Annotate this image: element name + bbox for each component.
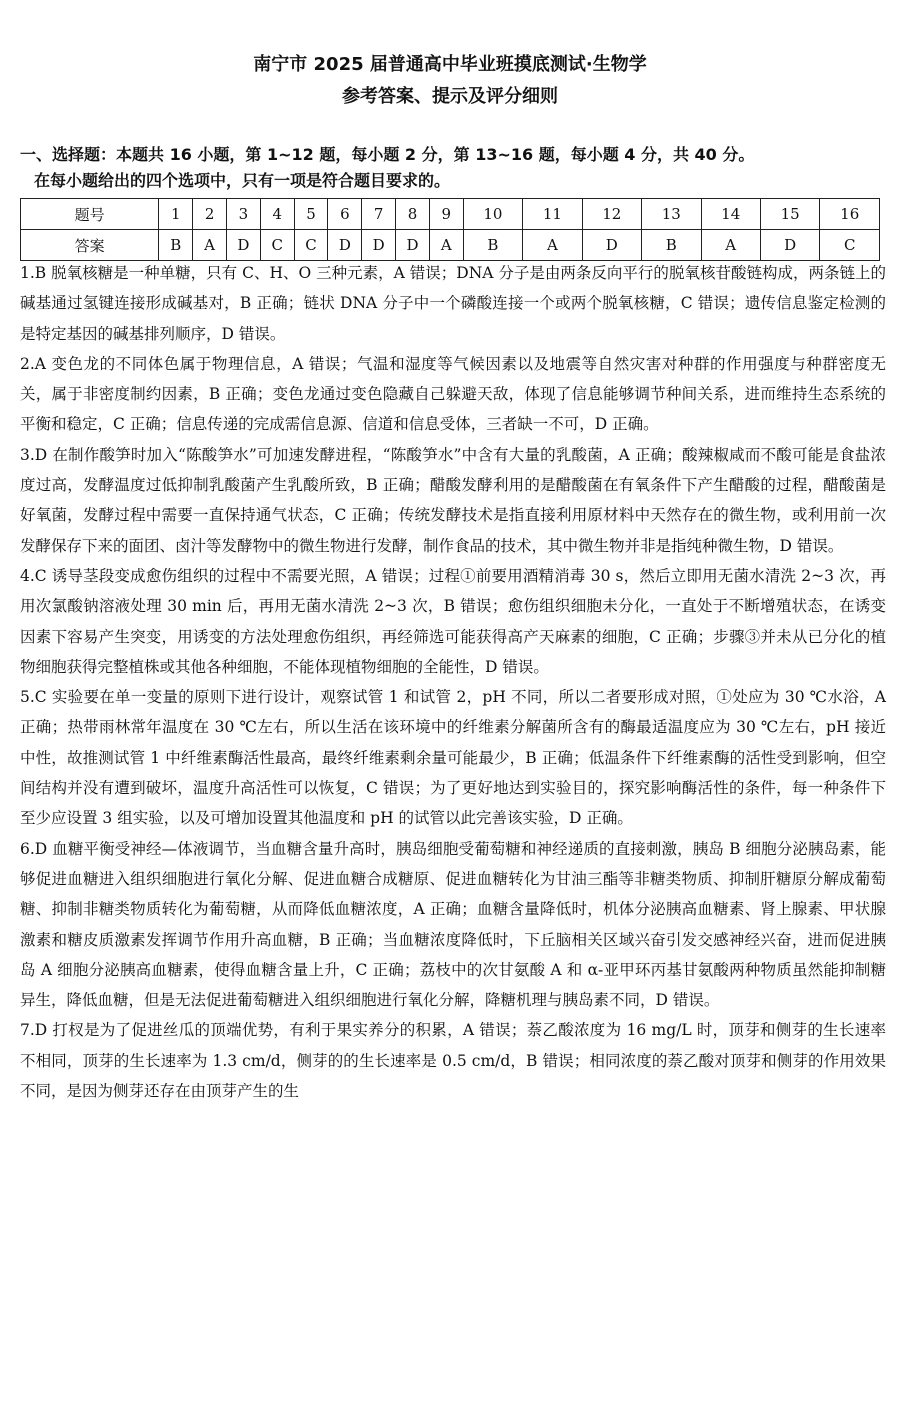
question-number: 10: [463, 199, 522, 230]
answer-cell: A: [523, 230, 582, 261]
answer-cell: D: [582, 230, 641, 261]
row-label: 题号: [21, 199, 159, 230]
row-label: 答案: [21, 230, 159, 261]
section-heading-line-1: 一、选择题：本题共 16 小题，第 1~12 题，每小题 2 分，第 13~16 题，每小题 4 分，共 40 分。: [20, 145, 755, 164]
question-number: 4: [260, 199, 294, 230]
explanation-2: 2.A 变色龙的不同体色属于物理信息，A 错误；气温和湿度等气候因素以及地震等自然灾害对种群的作用强度与种群密度无关，属于非密度制约因素，B 正确；变色龙通过变色隐藏自己躲避天敌，体现了信息能够调节种间关系，进而维持生态系统的平衡和稳定，C 正确；信息传递的完成需信息源、信道和信息受体，三者缺一不可，D 正确。: [20, 354, 886, 434]
section-heading-line-2: 在每小题给出的四个选项中，只有一项是符合题目要求的。: [34, 171, 451, 190]
answer-cell: C: [294, 230, 328, 261]
answer-cell: B: [463, 230, 522, 261]
question-number: 8: [396, 199, 430, 230]
explanation-6: 6.D 血糖平衡受神经—体液调节，当血糖含量升高时，胰岛细胞受葡萄糖和神经递质的直接刺激，胰岛 B 细胞分泌胰岛素，能够促进血糖进入组织细胞进行氧化分解、促进血糖合成糖原、促进血糖转化为甘油三酯等非糖类物质、抑制肝糖原分解成葡萄糖、抑制非糖类物质转化为葡萄糖，从而降低血糖浓度，A 正确；血糖含量降低时，机体分泌胰高血糖素、肾上腺素、甲状腺激素和糖皮质激素发挥调节作用升高血糖，B 正确；当血糖浓度降低时，下丘脑相关区域兴奋引发交感神经兴奋，进而促进胰岛 A 细胞分泌胰高血糖素，使得血糖含量上升，C 正确；荔枝中的次甘氨酸 A 和 α-亚甲环丙基甘氨酸两种物质虽然能抑制糖异生，降低血糖，但是无法促进葡萄糖进入组织细胞进行氧化分解，降糖机理与胰岛素不同，D 错误。: [20, 839, 886, 1010]
question-number: 1: [159, 199, 193, 230]
answer-cell: D: [227, 230, 261, 261]
answer-cell: C: [820, 230, 880, 261]
question-number: 12: [582, 199, 641, 230]
answer-cell: C: [260, 230, 294, 261]
answer-table: [20, 198, 880, 261]
question-number: 11: [523, 199, 582, 230]
question-number: 2: [193, 199, 227, 230]
page-title: 南宁市 2025 届普通高中毕业班摸底测试·生物学: [253, 54, 647, 75]
question-number: 6: [328, 199, 362, 230]
page-subtitle: 参考答案、提示及评分细则: [342, 86, 558, 107]
answer-cell: A: [701, 230, 760, 261]
answer-cell: B: [159, 230, 193, 261]
question-number: 3: [227, 199, 261, 230]
answer-cell: D: [396, 230, 430, 261]
question-number: 16: [820, 199, 880, 230]
explanation-1: 1.B 脱氧核糖是一种单糖，只有 C、H、O 三种元素，A 错误；DNA 分子是由两条反向平行的脱氧核苷酸链构成，两条链上的碱基通过氢键连接形成碱基对，B 正确；链状 DNA 分子中一个磷酸连接一个或两个脱氧核糖，C 错误；遗传信息鉴定检测的是特定基因的碱基排列顺序，D 错误。: [20, 264, 886, 343]
section-heading: [20, 142, 890, 194]
answer-cell: A: [429, 230, 463, 261]
question-number: 9: [429, 199, 463, 230]
answer-row: [21, 230, 880, 261]
question-number: 15: [760, 199, 819, 230]
question-number: 14: [701, 199, 760, 230]
explanation-4: 4.C 诱导茎段变成愈伤组织的过程中不需要光照，A 错误；过程①前要用酒精消毒 30 s，然后立即用无菌水清洗 2~3 次，再用次氯酸钠溶液处理 30 min 后，再用无菌水清洗 2~3 次，B 错误；愈伤组织细胞未分化，一直处于不断增殖状态，在诱变因素下容易产生突变，用诱变的方法处理愈伤组织，再经筛选可能获得高产天麻素的细胞，C 正确；步骤③并未从已分化的植物细胞获得完整植株或其他各种细胞，不能体现植物细胞的全能性，D 错误。: [20, 566, 886, 676]
explanation-3: 3.D 在制作酸笋时加入“陈酸笋水”可加速发酵进程，“陈酸笋水”中含有大量的乳酸菌，A 正确；酸辣椒咸而不酸可能是食盐浓度过高，发酵温度过低抑制乳酸菌产生乳酸所致，B 正确；醋酸发酵利用的是醋酸菌在有氧条件下产生醋酸的过程，醋酸菌是好氧菌，发酵过程中需要一直保持通气状态，C 正确；传统发酵技术是指直接利用原材料中天然存在的微生物，或利用前一次发酵保存下来的面团、卤汁等发酵物中的微生物进行发酵，制作食品的技术，其中微生物并非是指纯种微生物，D 错误。: [20, 445, 886, 555]
question-number-row: [21, 199, 880, 230]
answer-cell: D: [760, 230, 819, 261]
answer-cell: D: [362, 230, 396, 261]
explanation-5: 5.C 实验要在单一变量的原则下进行设计，观察试管 1 和试管 2，pH 不同，所以二者要形成对照，①处应为 30 ℃水浴，A 正确；热带雨林常年温度在 30 ℃左右，所以生活在该环境中的纤维素分解菌所含有的酶最适温度应为 30 ℃左右，pH 接近中性，故推测试管 1 中纤维素酶活性最高，最终纤维素剩余量可能最少，B 正确；低温条件下纤维素酶的活性受到影响，但空间结构并没有遭到破坏，温度升高活性可以恢复，C 错误；为了更好地达到实验目的，探究影响酶活性的条件，每一种条件下至少应设置 3 组实验，以及可增加设置其他温度和 pH 的试管以此完善该实验，D 正确。: [20, 688, 886, 828]
answer-cell: D: [328, 230, 362, 261]
question-number: 7: [362, 199, 396, 230]
answer-cell: B: [642, 230, 701, 261]
question-number: 13: [642, 199, 701, 230]
explanations: [20, 258, 886, 1106]
answer-cell: A: [193, 230, 227, 261]
explanation-7: 7.D 打杈是为了促进丝瓜的顶端优势，有利于果实养分的积累，A 错误；萘乙酸浓度为 16 mg/L 时，顶芽和侧芽的生长速率不相同，顶芽的生长速率为 1.3 cm/d，侧芽的的生长速率是 0.5 cm/d，B 错误；相同浓度的萘乙酸对顶芽和侧芽的作用效果不同，是因为侧芽还存在由顶芽产生的生: [20, 1021, 886, 1101]
question-number: 5: [294, 199, 328, 230]
